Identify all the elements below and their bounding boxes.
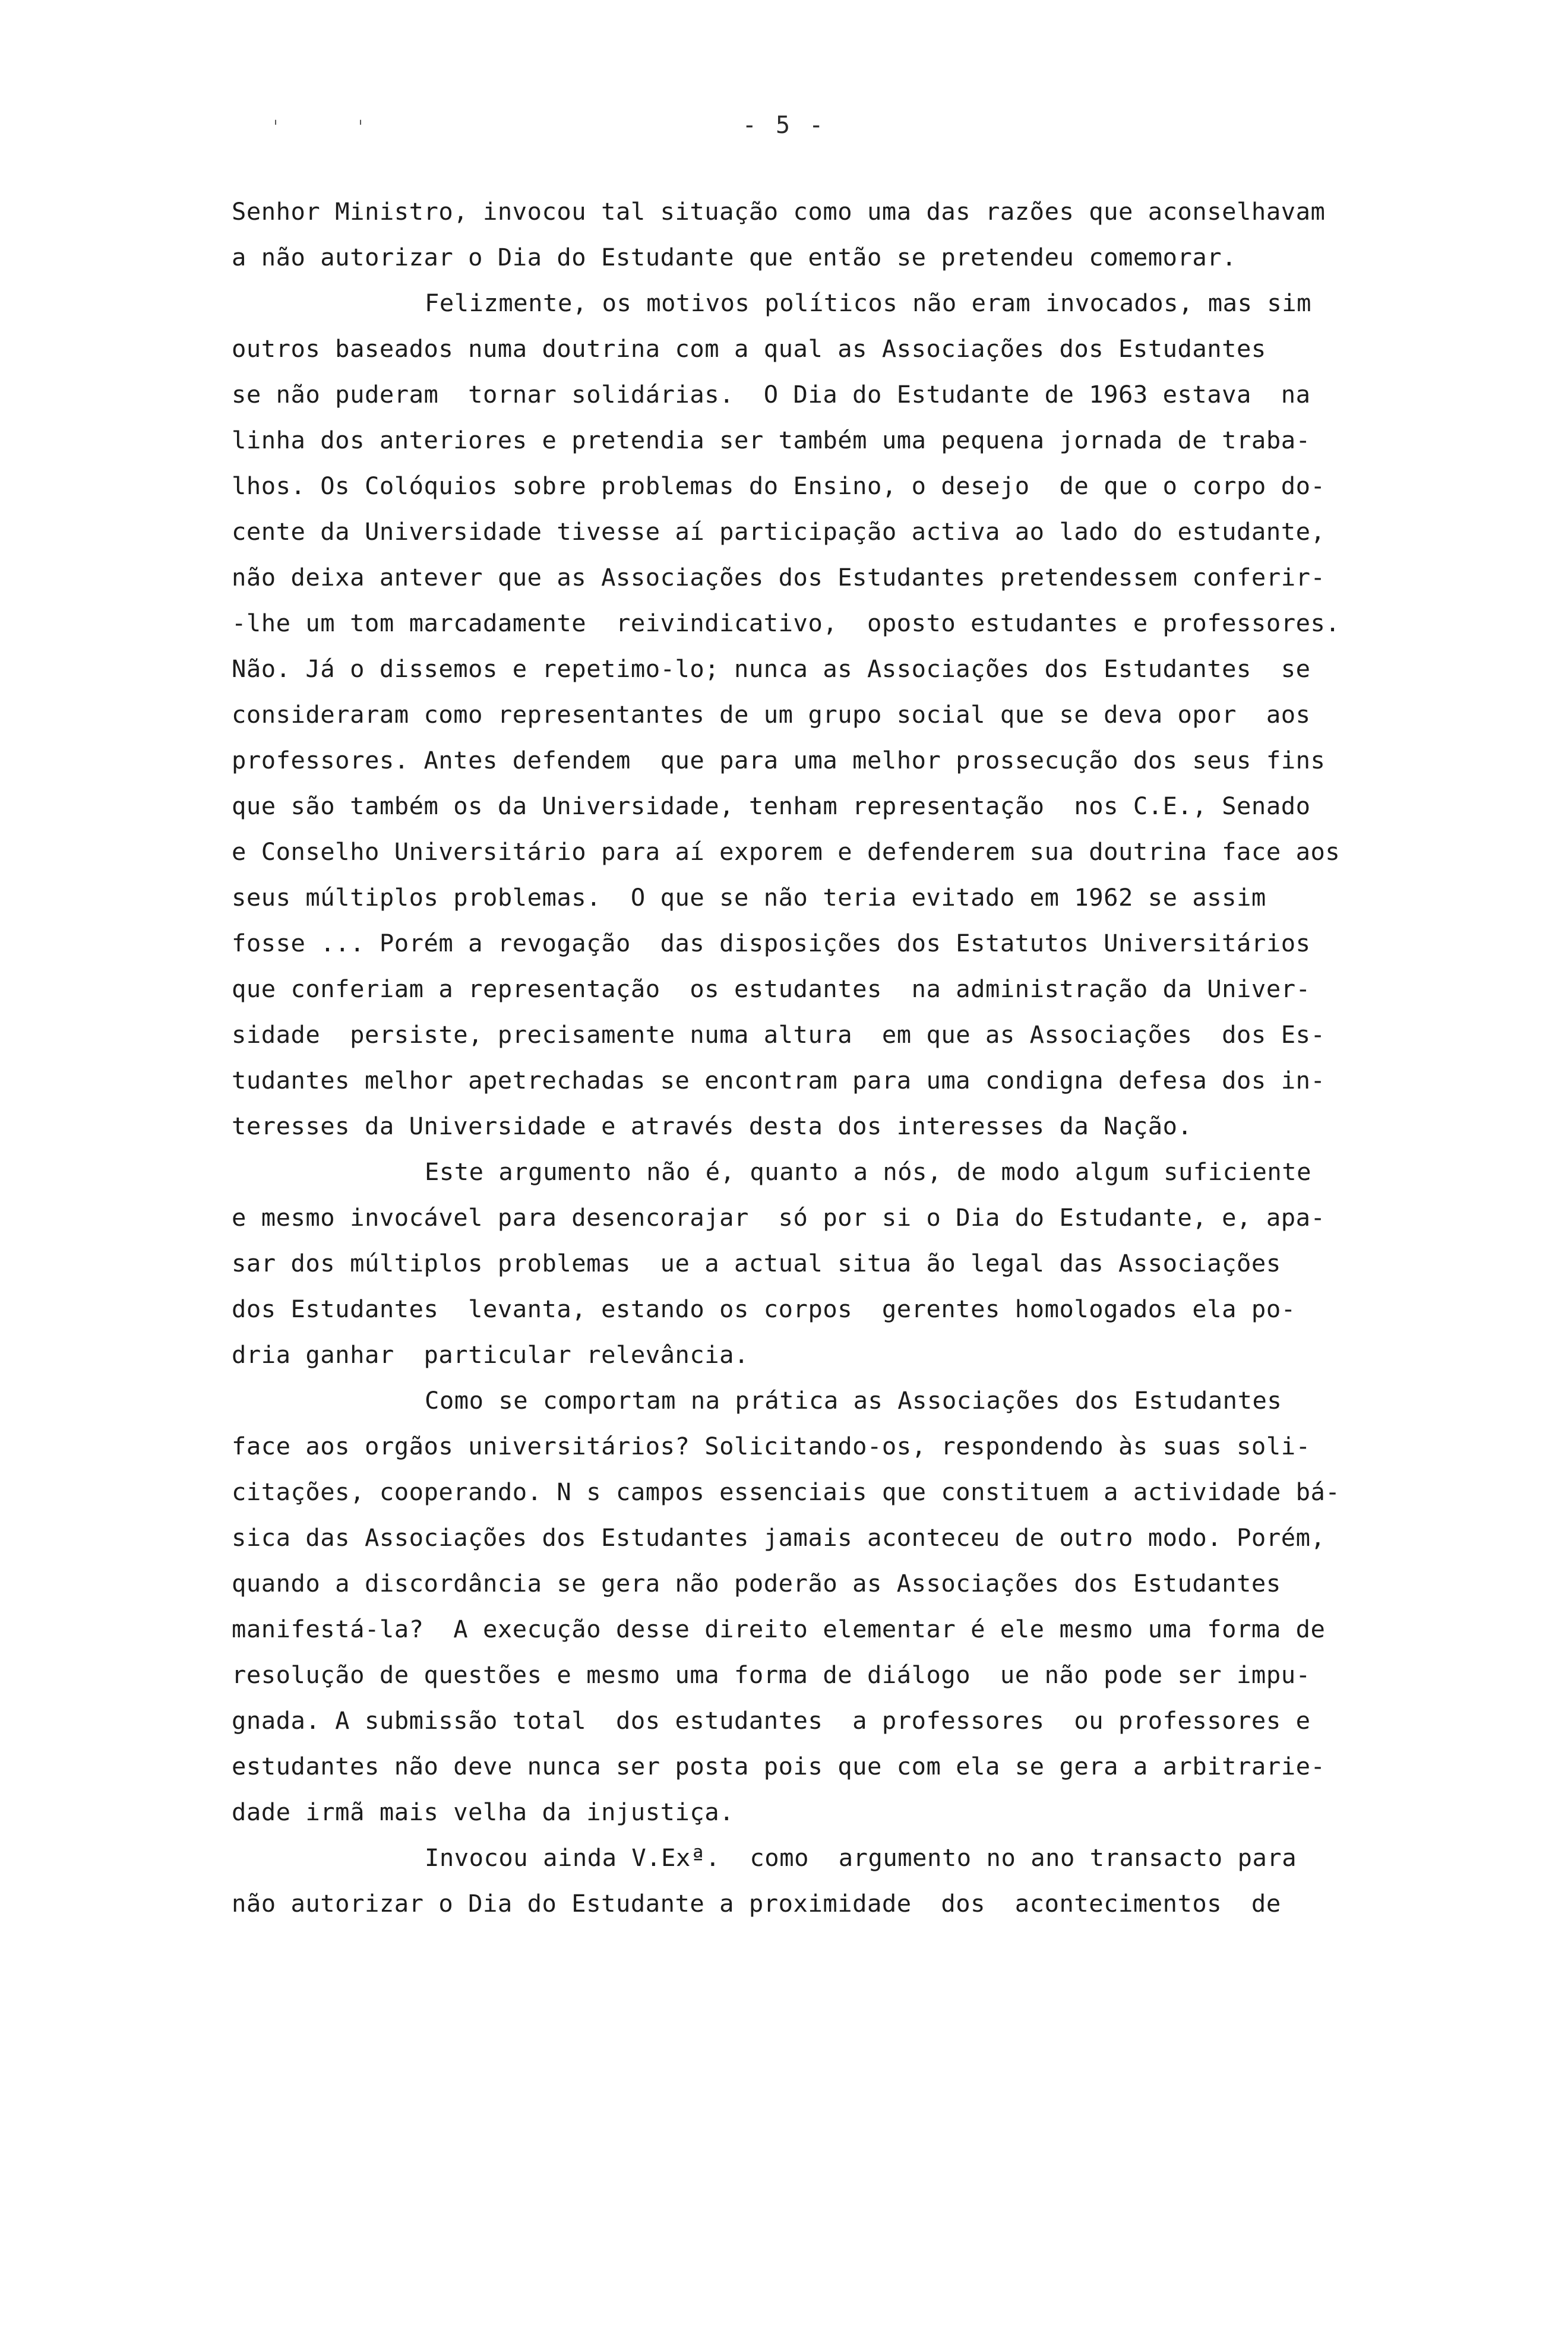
text-line: face aos orgãos universitários? Solicitando-os, respondendo às suas soli- — [232, 1432, 1311, 1460]
text-line: tudantes melhor apetrechadas se encontram para uma condigna defesa dos in- — [232, 1066, 1326, 1095]
text-line: professores. Antes defendem que para uma melhor prossecução dos seus fins — [232, 746, 1326, 774]
text-line: manifestá-la? A execução desse direito elementar é ele mesmo uma forma de — [232, 1615, 1326, 1643]
text-line: Como se comportam na prática as Associações dos Estudantes — [425, 1386, 1282, 1415]
text-line: consideraram como representantes de um grupo social que se deva opor aos — [232, 700, 1311, 729]
text-line: cente da Universidade tivesse aí participação activa ao lado do estudante, — [232, 517, 1326, 546]
text-line: outros baseados numa doutrina com a qual as Associações dos Estudantes — [232, 334, 1266, 363]
text-line: sica das Associações dos Estudantes jamais aconteceu de outro modo. Porém, — [232, 1523, 1326, 1552]
text-line: Não. Já o dissemos e repetimo-lo; nunca as Associações dos Estudantes se — [232, 654, 1311, 683]
text-line: estudantes não deve nunca ser posta pois que com ela se gera a arbitrarie- — [232, 1752, 1326, 1780]
text-line: resolução de questões e mesmo uma forma de diálogo ue não pode ser impu- — [232, 1660, 1311, 1689]
text-line: Invocou ainda V.Exª. como argumento no ano transacto para — [425, 1843, 1297, 1872]
text-line: -lhe um tom marcadamente reivindicativo, oposto estudantes e professores. — [232, 609, 1341, 637]
text-line: citações, cooperando. N s campos essenciais que constituem a actividade bá- — [232, 1478, 1341, 1506]
text-line: gnada. A submissão total dos estudantes a professores ou professores e — [232, 1706, 1311, 1735]
scan-mark: ˈ — [355, 118, 366, 138]
text-line: dos Estudantes levanta, estando os corpos gerentes homologados ela po- — [232, 1295, 1296, 1323]
text-line: dade irmã mais velha da injustiça. — [232, 1798, 735, 1826]
text-line: a não autorizar o Dia do Estudante que então se pretendeu comemorar. — [232, 243, 1237, 271]
text-line: dria ganhar particular relevância. — [232, 1340, 749, 1369]
text-line: Felizmente, os motivos políticos não eram invocados, mas sim — [425, 289, 1311, 317]
page-number: - 5 - — [742, 112, 826, 139]
text-line: Senhor Ministro, invocou tal situação como uma das razões que aconselhavam — [232, 197, 1326, 226]
text-line: Este argumento não é, quanto a nós, de modo algum suficiente — [425, 1157, 1311, 1186]
text-line: seus múltiplos problemas. O que se não teria evitado em 1962 se assim — [232, 883, 1266, 912]
scan-mark: ˈ — [270, 118, 282, 138]
text-line: quando a discordância se gera não poderão as Associações dos Estudantes — [232, 1569, 1281, 1598]
text-line: sar dos múltiplos problemas ue a actual situa ão legal das Associações — [232, 1249, 1281, 1277]
text-line: e mesmo invocável para desencorajar só por si o Dia do Estudante, e, apa- — [232, 1203, 1326, 1232]
text-line: linha dos anteriores e pretendia ser também uma pequena jornada de traba- — [232, 426, 1311, 454]
text-line: teresses da Universidade e através desta dos interesses da Nação. — [232, 1112, 1193, 1140]
text-line: não autorizar o Dia do Estudante a proximidade dos acontecimentos de — [232, 1889, 1281, 1918]
text-line: não deixa antever que as Associações dos Estudantes pretendessem conferir- — [232, 563, 1326, 592]
text-line: que conferiam a representação os estudantes na administração da Univer- — [232, 975, 1311, 1003]
text-line: sidade persiste, precisamente numa altura em que as Associações dos Es- — [232, 1020, 1326, 1049]
text-line: lhos. Os Colóquios sobre problemas do Ensino, o desejo de que o corpo do- — [232, 472, 1326, 500]
text-line: fosse ... Porém a revogação das disposições dos Estatutos Universitários — [232, 929, 1311, 957]
text-line: se não puderam tornar solidárias. O Dia do Estudante de 1963 estava na — [232, 380, 1311, 409]
text-line: que são também os da Universidade, tenham representação nos C.E., Senado — [232, 792, 1311, 820]
body-text — [232, 189, 1449, 1927]
text-line: e Conselho Universitário para aí exporem e defenderem sua doutrina face aos — [232, 837, 1341, 866]
